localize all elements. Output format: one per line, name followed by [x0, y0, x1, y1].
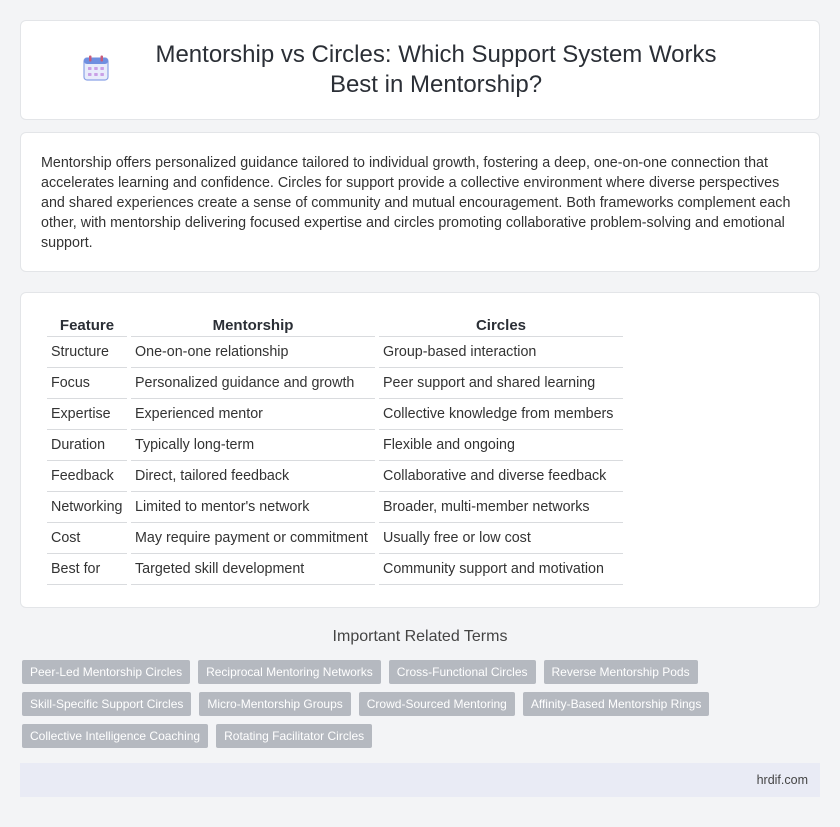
cell-mentorship: Experienced mentor	[131, 399, 375, 430]
related-term-tag[interactable]: Skill-Specific Support Circles	[22, 692, 191, 716]
table-row	[47, 554, 623, 585]
header-mentorship: Mentorship	[131, 313, 375, 337]
related-term-tag[interactable]: Reciprocal Mentoring Networks	[198, 660, 381, 684]
header-circles: Circles	[379, 313, 623, 337]
cell-feature: Cost	[47, 523, 127, 554]
cell-mentorship: Limited to mentor's network	[131, 492, 375, 523]
table-row	[47, 368, 623, 399]
cell-feature: Best for	[47, 554, 127, 585]
related-term-tag[interactable]: Crowd-Sourced Mentoring	[359, 692, 515, 716]
cell-circles: Collaborative and diverse feedback	[379, 461, 623, 492]
cell-mentorship: Direct, tailored feedback	[131, 461, 375, 492]
cell-feature: Networking	[47, 492, 127, 523]
table-row	[47, 430, 623, 461]
cell-circles: Usually free or low cost	[379, 523, 623, 554]
cell-circles: Peer support and shared learning	[379, 368, 623, 399]
cell-circles: Flexible and ongoing	[379, 430, 623, 461]
related-term-tag[interactable]: Peer-Led Mentorship Circles	[22, 660, 190, 684]
intro-card	[20, 132, 820, 272]
cell-feature: Feedback	[47, 461, 127, 492]
footer	[20, 763, 820, 797]
cell-circles: Broader, multi-member networks	[379, 492, 623, 523]
page-title: Mentorship vs Circles: Which Support System Works Best in Mentorship?	[155, 41, 717, 98]
table-row	[47, 399, 623, 430]
related-term-tag[interactable]: Rotating Facilitator Circles	[216, 724, 372, 748]
cell-circles: Group-based interaction	[379, 337, 623, 368]
table-row	[47, 523, 623, 554]
cell-mentorship: Personalized guidance and growth	[131, 368, 375, 399]
comparison-table	[43, 313, 627, 585]
cell-feature: Structure	[47, 337, 127, 368]
related-term-tag[interactable]: Affinity-Based Mentorship Rings	[523, 692, 710, 716]
cell-mentorship: One-on-one relationship	[131, 337, 375, 368]
cell-circles: Community support and motivation	[379, 554, 623, 585]
related-term-tag[interactable]: Collective Intelligence Coaching	[22, 724, 208, 748]
related-term-tag[interactable]: Reverse Mentorship Pods	[544, 660, 698, 684]
calendar-icon	[82, 54, 110, 82]
table-row	[47, 492, 623, 523]
cell-mentorship: Targeted skill development	[131, 554, 375, 585]
header-card	[20, 20, 820, 120]
cell-feature: Expertise	[47, 399, 127, 430]
footer-site-link[interactable]: hrdif.com	[756, 773, 808, 787]
table-header-row	[47, 313, 623, 337]
cell-mentorship: May require payment or commitment	[131, 523, 375, 554]
intro-text: Mentorship offers personalized guidance tailored to individual growth, fostering a deep, one-on-one connection that accelerates learning and confidence. Circles for support provide a collective environment where diverse perspectives and shared experiences create a sense of community and mutual encouragement. Both frameworks complement each other, with mentorship delivering focused expertise and circles promoting collaborative problem-solving and emotional support.	[41, 155, 791, 251]
related-terms-list	[22, 660, 822, 748]
cell-mentorship: Typically long-term	[131, 430, 375, 461]
related-term-tag[interactable]: Cross-Functional Circles	[389, 660, 536, 684]
related-terms-title: Important Related Terms	[332, 628, 508, 645]
related-term-tag[interactable]: Micro-Mentorship Groups	[199, 692, 350, 716]
cell-circles: Collective knowledge from members	[379, 399, 623, 430]
table-row	[47, 337, 623, 368]
comparison-table-card	[20, 292, 820, 608]
cell-feature: Duration	[47, 430, 127, 461]
header-feature: Feature	[47, 313, 127, 337]
cell-feature: Focus	[47, 368, 127, 399]
table-row	[47, 461, 623, 492]
